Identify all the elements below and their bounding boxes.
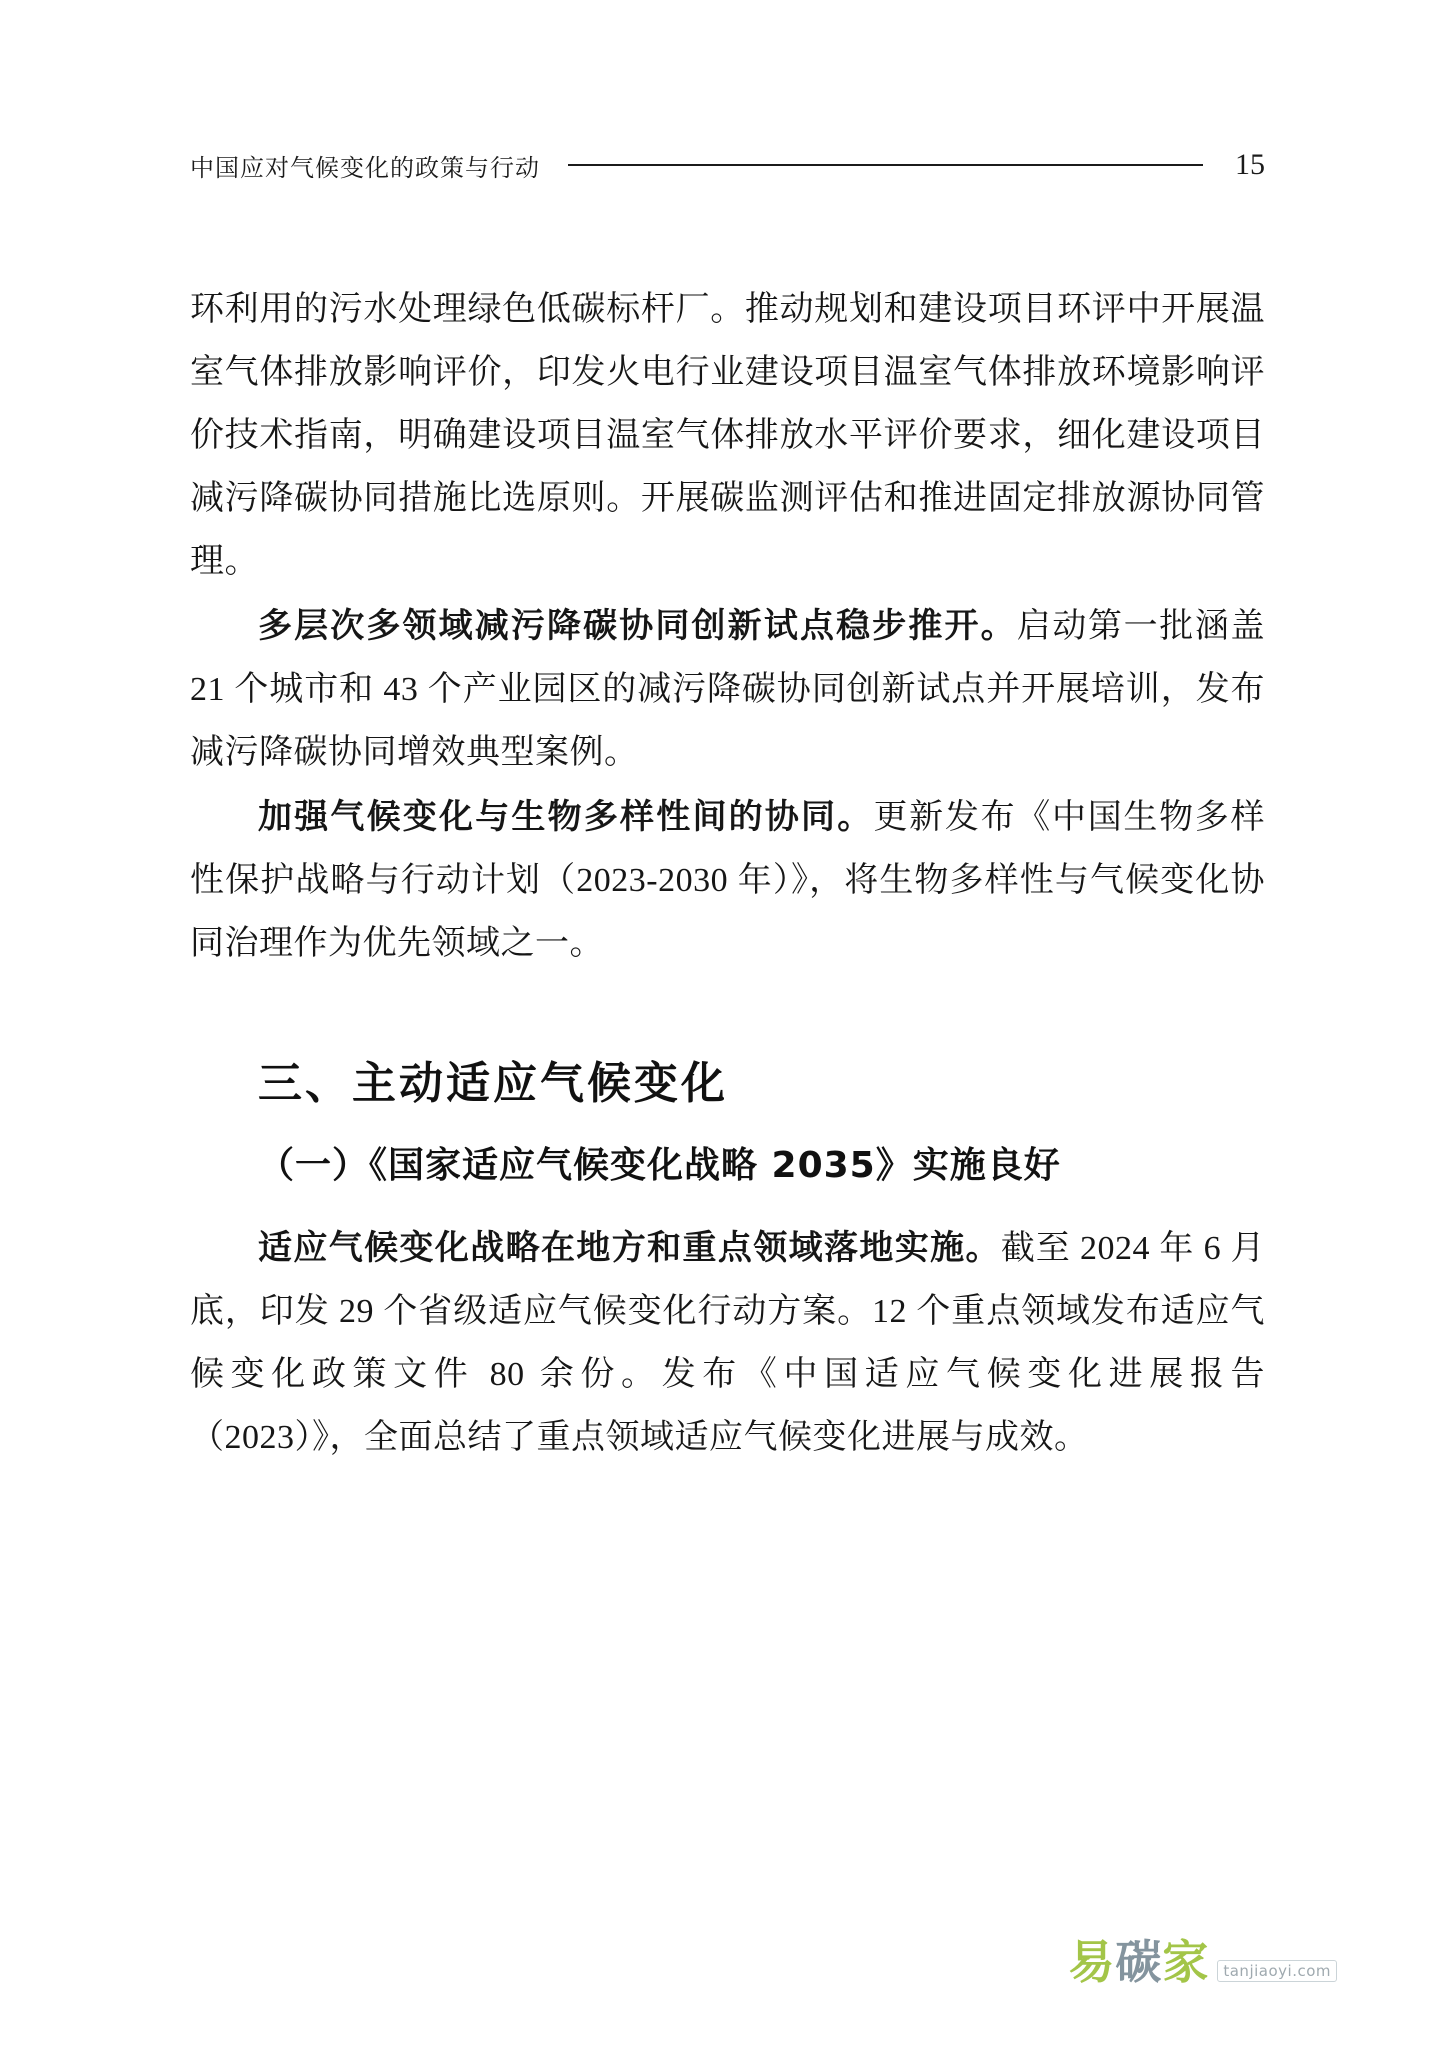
paragraph-biodiversity xyxy=(190,786,1265,975)
paragraph-text-pilot: 启动第一批涵盖 21 个城市和 43 个产业园区的减污降碳协同创新试点并开展培训，发布减污降碳协同增效典型案例。 xyxy=(190,608,1266,771)
paragraph-continued: 环利用的污水处理绿色低碳标杆厂。推动规划和建设项目环评中开展温室气体排放影响评价，印发火电行业建设项目温室气体排放环境影响评价技术指南，明确建设项目温室气体排放水平评价要求，细化建设项目减污降碳协同措施比选原则。开展碳监测评估和推进固定排放源协同管理。 xyxy=(190,291,1265,580)
paragraph-text-biodiversity: 更新发布《中国生物多样性保护战略与行动计划（2023-2030 年）》，将生物多样性与气候变化协同治理作为优先领域之一。 xyxy=(190,799,1266,962)
subsection-heading-one: （一）《国家适应气候变化战略 2035》实施良好 xyxy=(258,1145,1061,1186)
paragraph-text-strategy: 截至 2024 年 6 月底，印发 29 个省级适应气候变化行动方案。12 个重点领域发布适应气候变化政策文件 80 余份。发布《中国适应气候变化进展报告（2023）》，全面总结了重点领域适应气候变化进展与成效。 xyxy=(190,1230,1265,1456)
running-header xyxy=(190,145,1265,185)
watermark-char-2: 碳 xyxy=(1115,1935,1163,1989)
header-rule xyxy=(568,164,1203,166)
paragraph-lead-biodiversity: 加强气候变化与生物多样性间的协同。 xyxy=(258,797,874,837)
paragraph-lead-pilot: 多层次多领域减污降碳协同创新试点稳步推开。 xyxy=(258,606,1017,646)
section-heading-three: 三、主动适应气候变化 xyxy=(258,1058,728,1109)
document-body xyxy=(190,278,1265,1471)
watermark-mark xyxy=(1068,1935,1210,1989)
watermark-domain: tanjiaoyi.com xyxy=(1217,1960,1337,1982)
paragraph-pilot-programs xyxy=(190,595,1265,784)
watermark-char-1: 易 xyxy=(1068,1935,1116,1989)
paragraph-strategy-implementation xyxy=(190,1217,1265,1469)
page-number: 15 xyxy=(1235,148,1265,181)
paragraph-lead-strategy: 适应气候变化战略在地方和重点领域落地实施。 xyxy=(258,1228,1001,1268)
spacer-before-section xyxy=(190,977,1265,1049)
watermark-char-3: 家 xyxy=(1162,1935,1210,1989)
running-header-title: 中国应对气候变化的政策与行动 xyxy=(190,153,540,182)
spacer-after-subheading xyxy=(190,1199,1265,1217)
spacer-after-section xyxy=(190,1119,1265,1133)
watermark-logo xyxy=(1068,1935,1337,1989)
